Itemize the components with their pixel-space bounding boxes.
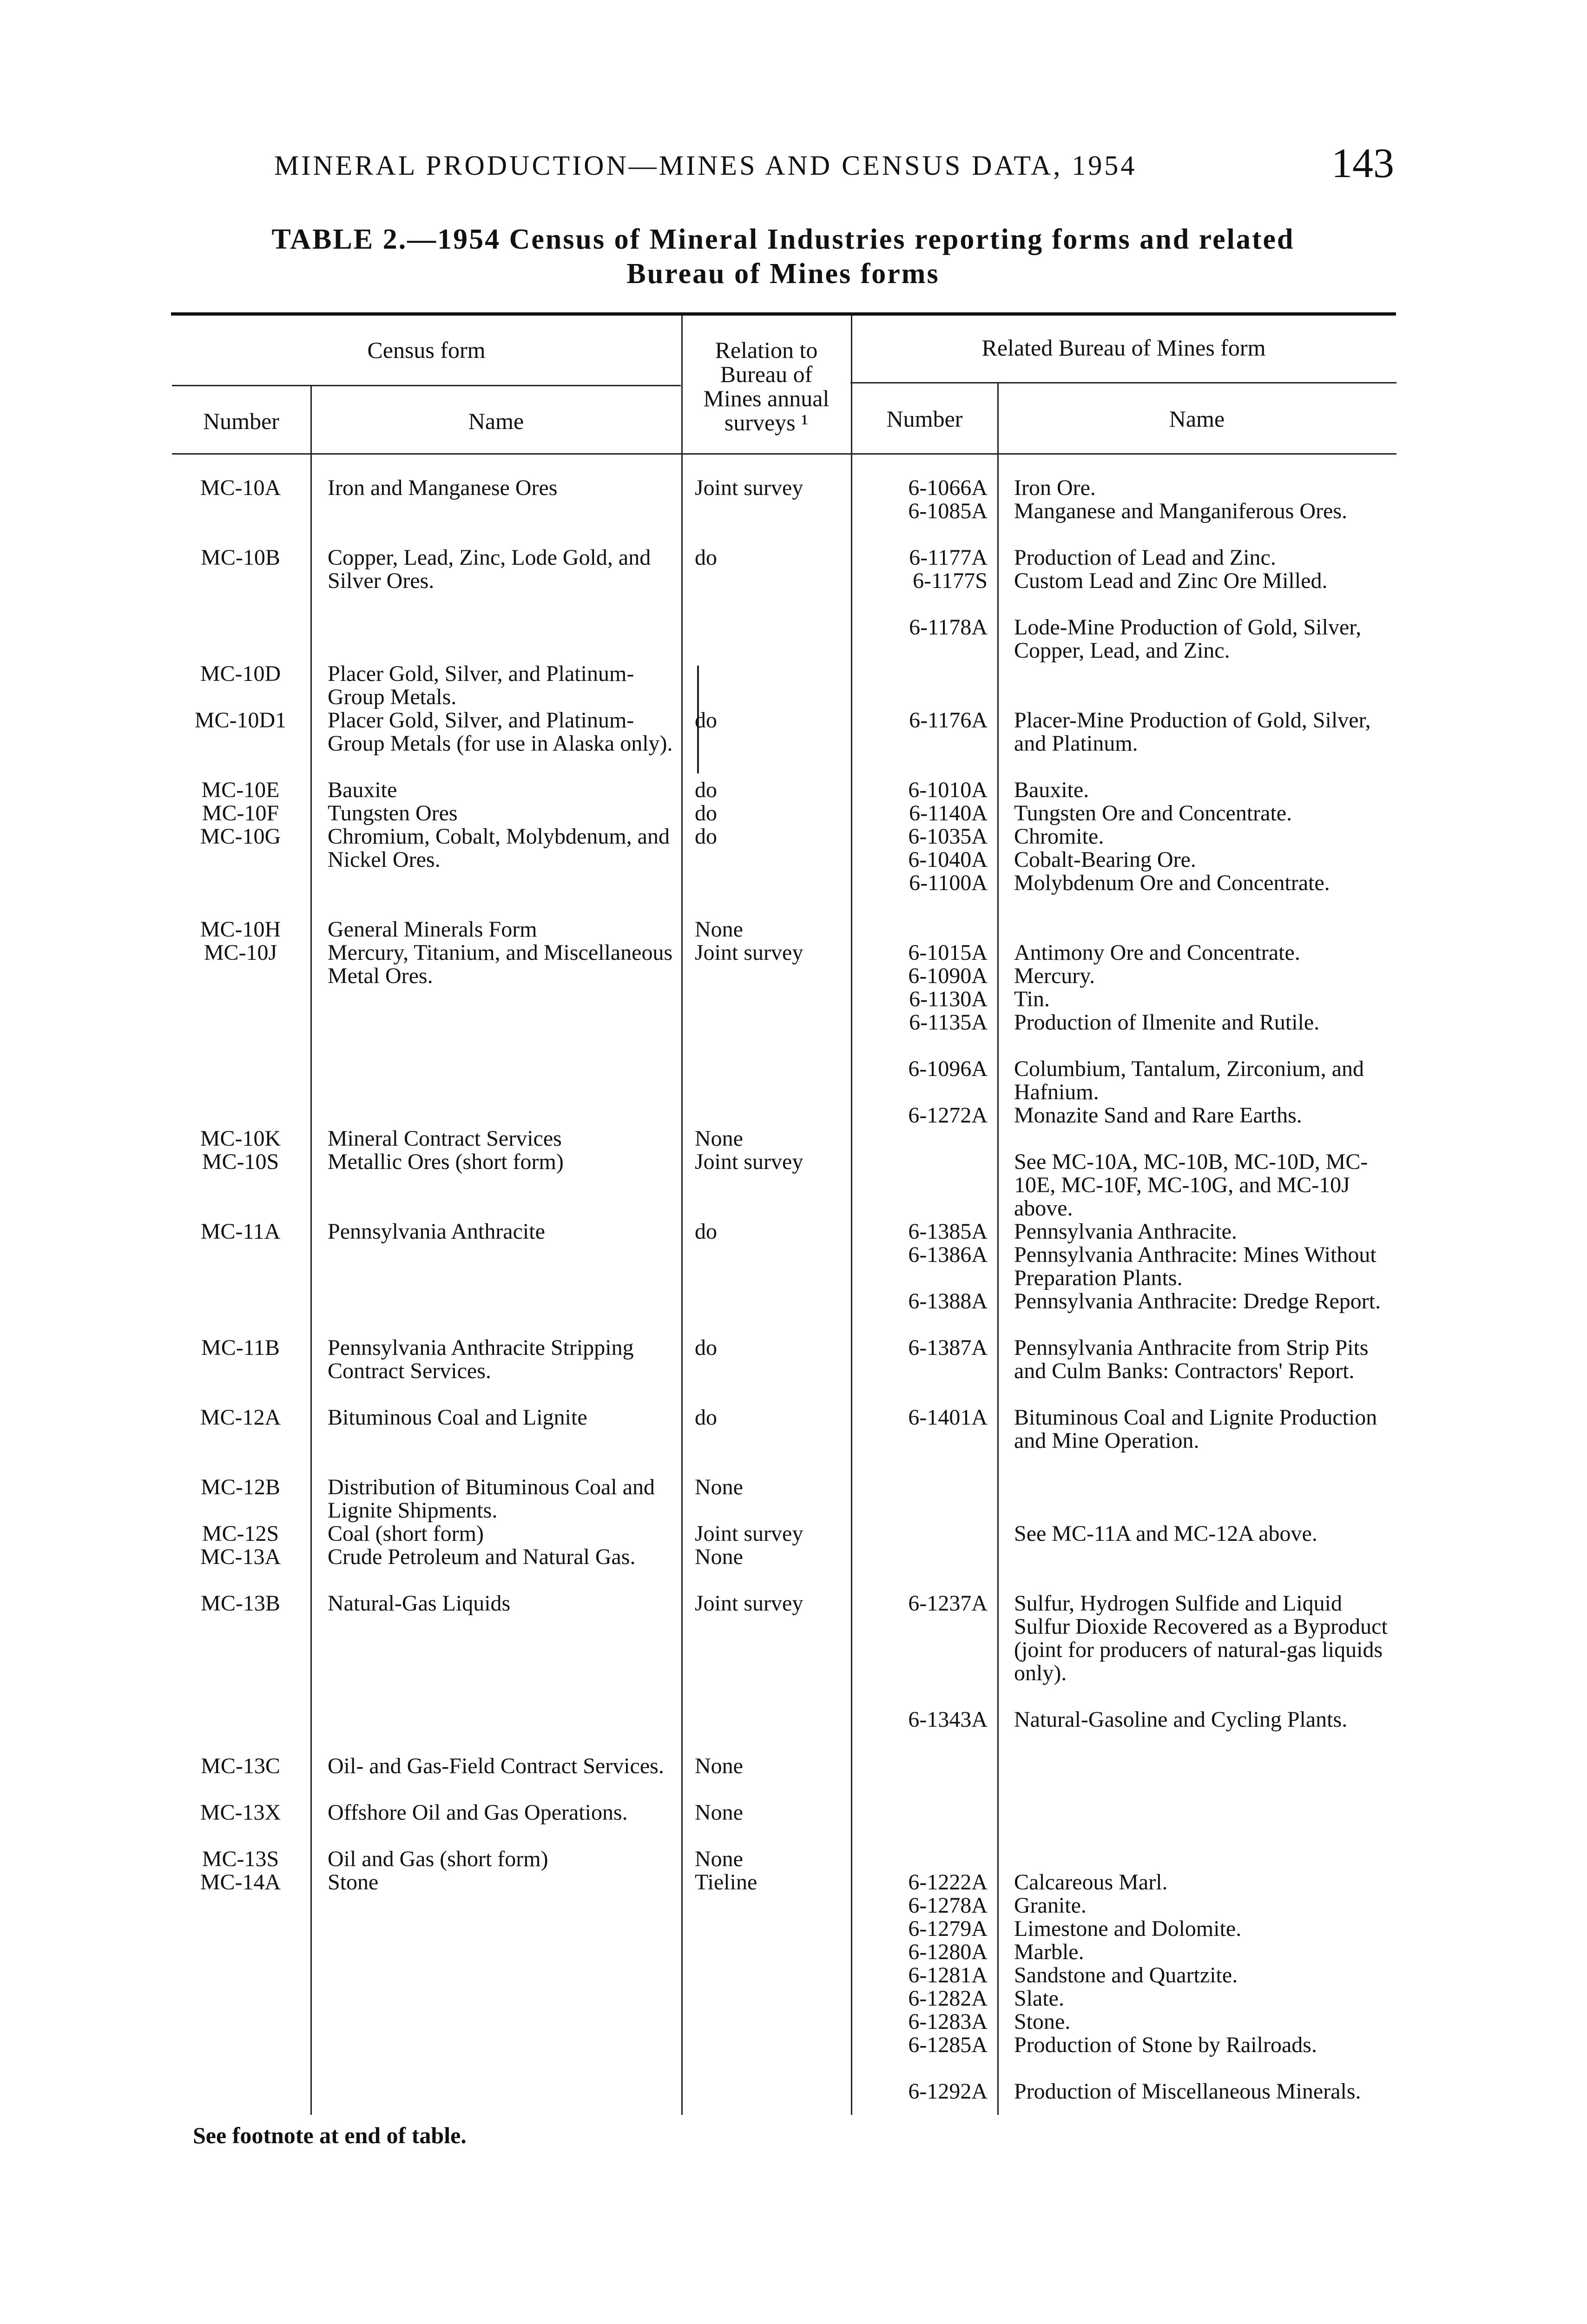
bm-form-name: Stone. [1014,2009,1071,2034]
census-form-name: Crude Petroleum and Natural Gas. [328,1545,636,1569]
census-form-number: MC-10F [202,801,279,825]
bm-form-number: 6-1343A [908,1707,988,1732]
census-form-name: Placer Gold, Silver, and Platinum-Group Metals. [328,661,634,709]
bm-form-number: 6-1085A [908,499,988,523]
bm-form-name: Mercury. [1014,964,1095,988]
header-relation [682,338,850,435]
census-form-number: MC-11A [200,1219,281,1244]
bm-form-number: 6-1100A [909,871,988,895]
census-form-number: MC-10H [200,917,281,942]
relation-value: do [695,1219,717,1244]
census-form-number: MC-13X [200,1800,281,1825]
census-form-number: MC-10A [200,475,281,500]
table-caption [172,222,1394,291]
header-bm-name: Name [1169,406,1225,432]
bm-form-name: Calcareous Marl. [1014,1870,1168,1895]
bm-form-number: 6-1387A [908,1335,988,1360]
census-form-name: Metallic Ores (short form) [328,1149,564,1174]
bm-form-name: Pennsylvania Anthracite. [1014,1219,1237,1244]
census-form-name: Oil- and Gas-Field Contract Services. [328,1754,664,1778]
bm-form-name: Tungsten Ore and Concentrate. [1014,801,1292,825]
bm-form-name: Production of Miscellaneous Minerals. [1014,2079,1361,2104]
relation-value: None [695,917,743,942]
relation-value: None [695,1847,743,1871]
bm-form-name: Sulfur, Hydrogen Sulfide and Liquid Sulfur Dioxide Recovered as a Byproduct (joint for producers of natural-gas liquids only). [1014,1591,1388,1685]
relation-value: do [695,545,717,570]
bm-form-name: Custom Lead and Zinc Ore Milled. [1014,568,1328,593]
bm-form-number: 6-1035A [908,824,988,849]
bm-form-name: Slate. [1014,1986,1064,2011]
census-form-name: Oil and Gas (short form) [328,1847,548,1871]
census-form-name: Mercury, Titanium, and Miscellaneous Metal Ores. [328,940,673,988]
bm-form-number: 6-1135A [909,1010,988,1035]
bm-form-number: 6-1010A [908,778,988,802]
bm-form-name: Pennsylvania Anthracite from Strip Pits and Culm Banks: Contractors' Report. [1014,1335,1369,1383]
relation-value: Joint survey [695,475,803,500]
relation-value: None [695,1800,743,1825]
census-form-number: MC-13B [201,1591,280,1616]
bm-form-name: Production of Ilmenite and Rutile. [1014,1010,1320,1035]
bm-form-number: 6-1178A [909,615,988,640]
bm-form-name: Tin. [1014,987,1050,1011]
census-form-name: Placer Gold, Silver, and Platinum-Group Metals (for use in Alaska only). [328,708,673,756]
header-relation-line-4: surveys ¹ [724,409,809,436]
bm-form-number: 6-1140A [909,801,988,825]
bm-form-name: Antimony Ore and Concentrate. [1014,940,1300,965]
bm-form-number: 6-1015A [908,940,988,965]
census-form-number: MC-10D1 [194,708,287,733]
bm-form-number: 6-1283A [908,2009,988,2034]
bm-form-name: Columbium, Tantalum, Zirconium, and Hafnium. [1014,1056,1364,1104]
caption-line-1: TABLE 2.—1954 Census of Mineral Industries reporting forms and related [271,224,1295,255]
census-form-number: MC-10J [204,940,277,965]
header-census-form: Census form [367,337,486,363]
bm-form-name: Bauxite. [1014,778,1089,802]
bm-form-number: 6-1401A [908,1405,988,1430]
bm-form-name: Manganese and Manganiferous Ores. [1014,499,1348,523]
bm-form-name: Natural-Gasoline and Cycling Plants. [1014,1707,1348,1732]
footnote: See footnote at end of table. [193,2122,467,2148]
bm-form-name: Bituminous Coal and Lignite Production and Mine Operation. [1014,1405,1377,1453]
census-form-number: MC-12B [201,1475,280,1499]
bm-form-name: Sandstone and Quartzite. [1014,1963,1238,1987]
census-form-name: Bituminous Coal and Lignite [328,1405,587,1430]
relation-value: None [695,1754,743,1778]
census-form-number: MC-14A [200,1870,281,1895]
bm-form-number: 6-1279A [908,1916,988,1941]
bm-form-name: See MC-10A, MC-10B, MC-10D, MC-10E, MC-10F, MC-10G, and MC-10J above. [1014,1149,1368,1221]
header-name: Name [468,408,524,434]
relation-value: Joint survey [695,1149,803,1174]
census-form-name: Coal (short form) [328,1521,484,1546]
census-form-name: Natural-Gas Liquids [328,1591,511,1616]
bm-form-name: Production of Lead and Zinc. [1014,545,1276,570]
relation-value: do [695,1405,717,1430]
caption-line-2: Bureau of Mines forms [626,258,940,290]
bm-form-name: Chromite. [1014,824,1104,849]
census-form-number: MC-10G [200,824,281,849]
census-form-number: MC-12A [200,1405,281,1430]
header-relation-line-3: Mines annual [703,385,830,411]
bm-form-number: 6-1282A [908,1986,988,2011]
column-divider-1 [310,453,312,2115]
relation-value: do [695,708,717,733]
header-relation-line-2: Bureau of [720,361,813,387]
bm-form-number: 6-1066A [908,475,988,500]
bm-form-number: 6-1285A [908,2033,988,2057]
census-form-number: MC-10S [202,1149,279,1174]
bm-form-number: 6-1388A [908,1289,988,1314]
bm-form-number: 6-1237A [908,1591,988,1616]
column-divider-3 [851,453,852,2115]
relation-value: None [695,1126,743,1151]
census-form-number: MC-10K [200,1126,281,1151]
bm-form-number: 6-1176A [909,708,988,733]
bm-form-name: Limestone and Dolomite. [1014,1916,1242,1941]
bm-form-name: See MC-11A and MC-12A above. [1014,1521,1317,1546]
census-form-name: Iron and Manganese Ores [328,475,558,500]
bm-form-name: Granite. [1014,1893,1087,1918]
relation-value: do [695,1335,717,1360]
bm-form-number: 6-1278A [908,1893,988,1918]
bm-form-name: Pennsylvania Anthracite: Mines Without Preparation Plants. [1014,1242,1376,1290]
bm-form-number: 6-1130A [909,987,988,1011]
census-form-name: Chromium, Cobalt, Molybdenum, and Nickel Ores. [328,824,670,872]
relation-value: Joint survey [695,1521,803,1546]
census-form-name: Mineral Contract Services [328,1126,562,1151]
census-form-number: MC-12S [202,1521,279,1546]
bm-form-name: Pennsylvania Anthracite: Dredge Report. [1014,1289,1381,1314]
column-divider-4 [997,453,999,2115]
bm-form-number: 6-1177A [909,545,988,570]
census-form-number: MC-13A [200,1545,281,1569]
relation-value: Joint survey [695,1591,803,1616]
bm-form-number: 6-1272A [908,1103,988,1128]
relation-value: Joint survey [695,940,803,965]
running-head [172,139,1394,191]
header-relation-line-1: Relation to [715,337,818,363]
census-form-name: Offshore Oil and Gas Operations. [328,1800,628,1825]
bm-form-number: 6-1386A [908,1242,988,1267]
census-form-name: Stone [328,1870,379,1895]
relation-value: do [695,778,717,802]
bm-form-name: Monazite Sand and Rare Earths. [1014,1103,1302,1128]
census-form-number: MC-10D [200,661,281,686]
bm-form-name: Placer-Mine Production of Gold, Silver, and Platinum. [1014,708,1371,756]
bm-form-number: 6-1281A [908,1963,988,1987]
census-form-name: Distribution of Bituminous Coal and Lignite Shipments. [328,1475,655,1523]
relation-value: do [695,801,717,825]
relation-value: None [695,1545,743,1569]
census-form-number: MC-13C [201,1754,280,1778]
bm-form-name: Marble. [1014,1940,1084,1964]
bm-form-number: 6-1292A [908,2079,988,2104]
bm-form-number: 6-1222A [908,1870,988,1895]
census-form-name: Pennsylvania Anthracite [328,1219,545,1244]
bm-form-name: Cobalt-Bearing Ore. [1014,847,1196,872]
page-number: 143 [1331,140,1394,186]
bm-form-number: 6-1177S [913,568,988,593]
header-bottom-rule [172,453,1396,455]
census-form-name: Bauxite [328,778,397,802]
bm-form-number: 6-1280A [908,1940,988,1964]
column-divider-2 [681,453,683,2115]
census-form-subrule [172,385,681,386]
relation-value: None [695,1475,743,1499]
relation-value: do [695,824,717,849]
bm-form-number: 6-1096A [908,1056,988,1081]
header-related-form: Related Bureau of Mines form [981,335,1266,361]
census-form-name: General Minerals Form [328,917,537,942]
census-form-number: MC-13S [202,1847,279,1871]
table-top-rule [171,312,1396,316]
bm-form-name: Iron Ore. [1014,475,1096,500]
census-form-name: Tungsten Ores [328,801,458,825]
header-bm-number: Number [886,406,963,432]
census-form-number: MC-11B [201,1335,280,1360]
bm-form-name: Production of Stone by Railroads. [1014,2033,1317,2057]
header-number: Number [203,408,279,434]
census-form-number: MC-10E [201,778,280,802]
census-form-number: MC-10B [201,545,280,570]
bm-form-name: Molybdenum Ore and Concentrate. [1014,871,1330,895]
bm-form-number: 6-1385A [908,1219,988,1244]
bm-form-name: Lode-Mine Production of Gold, Silver, Copper, Lead, and Zinc. [1014,615,1362,663]
related-form-subrule [850,382,1396,383]
relation-value: Tieline [695,1870,757,1895]
running-title: MINERAL PRODUCTION—MINES AND CENSUS DATA, 1954 [274,150,1137,181]
bm-form-number: 6-1040A [908,847,988,872]
bm-form-number: 6-1090A [908,964,988,988]
census-form-name: Copper, Lead, Zinc, Lode Gold, and Silver Ores. [328,545,651,593]
census-form-name: Pennsylvania Anthracite Stripping Contract Services. [328,1335,634,1383]
